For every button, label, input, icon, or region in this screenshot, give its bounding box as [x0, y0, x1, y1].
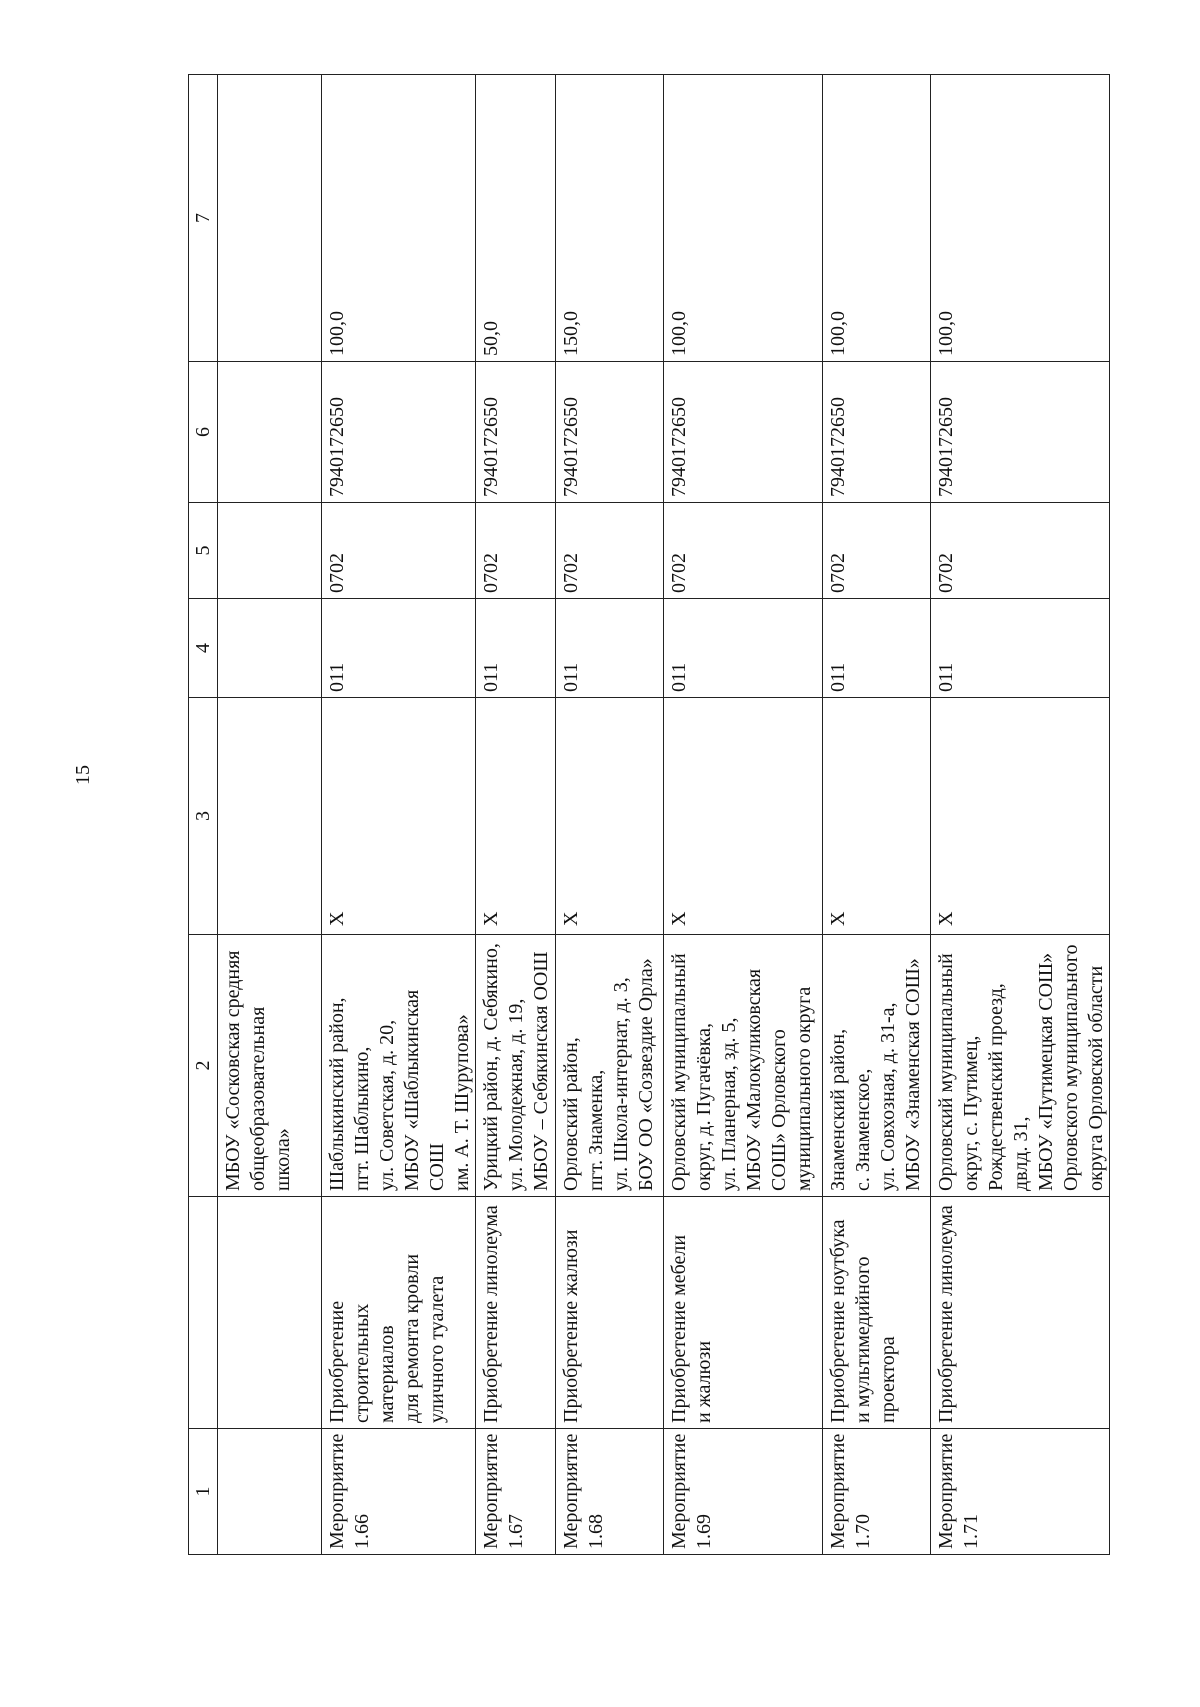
cont-cell — [218, 75, 322, 362]
cont-cell — [218, 599, 322, 698]
row-code2: 0702 — [322, 503, 476, 599]
row-code2: 0702 — [664, 503, 823, 599]
table-row — [322, 75, 476, 1555]
row-address: Урицкий район, д. Себякино, ул. Молодежная, д. 19, МБОУ – Себякинская ООШ — [476, 935, 556, 1197]
header-row — [189, 75, 218, 1555]
row-amount: 100,0 — [823, 75, 931, 362]
cont-cell — [218, 698, 322, 935]
row-id: Мероприятие 1.70 — [823, 1429, 931, 1555]
row-mark: Х — [476, 698, 556, 935]
row-id: Мероприятие 1.71 — [931, 1429, 1110, 1555]
row-mark: Х — [931, 698, 1110, 935]
cont-cell — [218, 1197, 322, 1429]
row-address: Шаблыкинский район, пгт. Шаблыкино, ул. Советская, д. 20, МБОУ «Шаблыкинская СОШ им. А. Т. Шурупова» — [322, 935, 476, 1197]
row-code2: 0702 — [931, 503, 1110, 599]
row-mark: Х — [664, 698, 823, 935]
row-code1: 011 — [823, 599, 931, 698]
row-description: Приобретение линолеума — [931, 1197, 1110, 1429]
row-id: Мероприятие 1.66 — [322, 1429, 476, 1555]
header-col-4: 4 — [189, 599, 218, 698]
row-id: Мероприятие 1.69 — [664, 1429, 823, 1555]
row-code3: 7940172650 — [556, 362, 664, 503]
table-row — [664, 75, 823, 1555]
row-address: Орловский район, пгт. Знаменка, ул. Школа-интернат, д. 3, БОУ ОО «Созвездие Орла» — [556, 935, 664, 1197]
row-mark: Х — [322, 698, 476, 935]
row-code2: 0702 — [476, 503, 556, 599]
header-col-3: 3 — [189, 698, 218, 935]
table-row — [931, 75, 1110, 1555]
row-description: Приобретение жалюзи — [556, 1197, 664, 1429]
cont-cell — [218, 1429, 322, 1555]
row-code1: 011 — [476, 599, 556, 698]
header-col-7: 7 — [189, 75, 218, 362]
row-amount: 100,0 — [322, 75, 476, 362]
row-description: Приобретение строительных материалов для ремонта кровли уличного туалета — [322, 1197, 476, 1429]
table-row — [556, 75, 664, 1555]
row-code1: 011 — [931, 599, 1110, 698]
row-code1: 011 — [664, 599, 823, 698]
row-code3: 7940172650 — [823, 362, 931, 503]
row-code1: 011 — [556, 599, 664, 698]
row-mark: Х — [823, 698, 931, 935]
row-code2: 0702 — [823, 503, 931, 599]
row-description: Приобретение линолеума — [476, 1197, 556, 1429]
cont-address: МБОУ «Сосковская средняя общеобразовательная школа» — [218, 935, 322, 1197]
continuation-row — [218, 75, 322, 1555]
row-amount: 50,0 — [476, 75, 556, 362]
rotated-table-container — [188, 75, 1107, 1555]
row-description: Приобретение мебели и жалюзи — [664, 1197, 823, 1429]
row-id: Мероприятие 1.68 — [556, 1429, 664, 1555]
header-col-1: 1 — [189, 1429, 218, 1555]
row-code3: 7940172650 — [931, 362, 1110, 503]
cont-cell — [218, 362, 322, 503]
row-code2: 0702 — [556, 503, 664, 599]
table-row — [823, 75, 931, 1555]
row-amount: 150,0 — [556, 75, 664, 362]
row-address: Орловский муниципальный округ, с. Путимец, Рождественский проезд, двлд. 31, МБОУ «Путимецкая СОШ» Орловского муниципального округа Орловской области — [931, 935, 1110, 1197]
row-id: Мероприятие 1.67 — [476, 1429, 556, 1555]
row-address: Знаменский район, с. Знаменское, ул. Совхозная, д. 31-а, МБОУ «Знаменская СОШ» — [823, 935, 931, 1197]
cont-cell — [218, 503, 322, 599]
row-mark: Х — [556, 698, 664, 935]
table-row — [476, 75, 556, 1555]
header-col-2: 2 — [189, 935, 218, 1197]
page-number: 15 — [72, 765, 94, 785]
row-description: Приобретение ноутбука и мультимедийного проектора — [823, 1197, 931, 1429]
header-col-5: 5 — [189, 503, 218, 599]
header-col-6: 6 — [189, 362, 218, 503]
budget-table — [188, 74, 1110, 1555]
row-code3: 7940172650 — [322, 362, 476, 503]
row-amount: 100,0 — [664, 75, 823, 362]
row-code3: 7940172650 — [476, 362, 556, 503]
header-col-1b — [189, 1197, 218, 1429]
row-code3: 7940172650 — [664, 362, 823, 503]
row-code1: 011 — [322, 599, 476, 698]
row-amount: 100,0 — [931, 75, 1110, 362]
row-address: Орловский муниципальный округ, д. Пугачёвка, ул. Планерная, зд. 5, МБОУ «Малокуликовская СОШ» Орловского муниципального округа — [664, 935, 823, 1197]
